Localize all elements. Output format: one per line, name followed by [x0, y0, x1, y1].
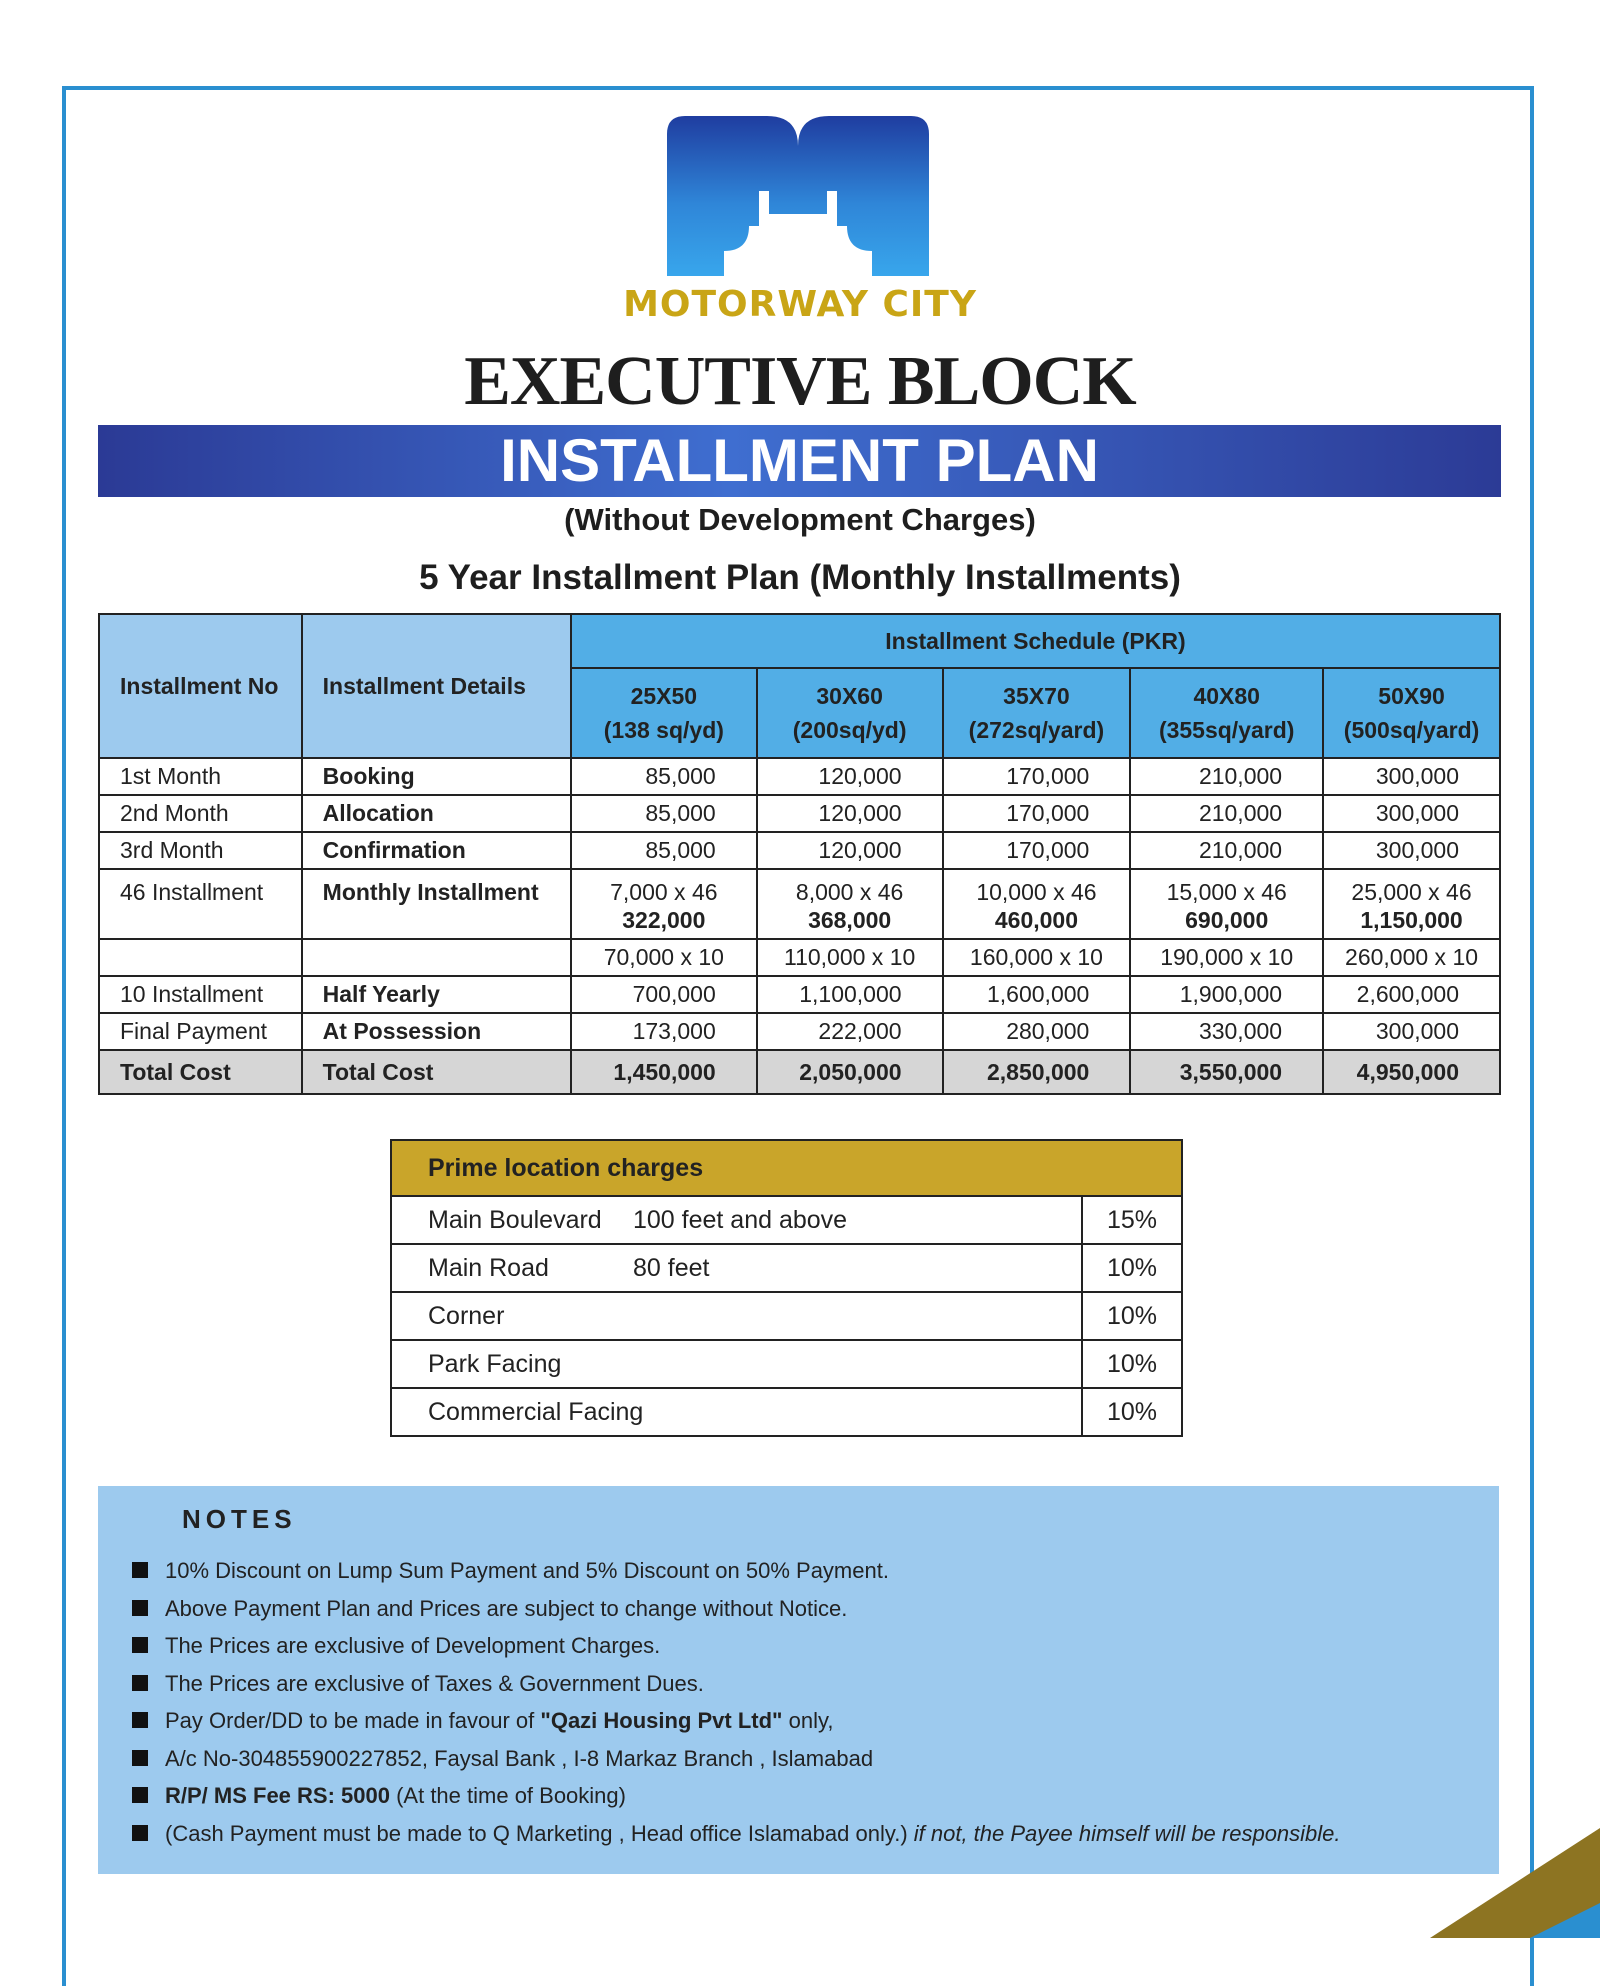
table-row [99, 976, 1500, 1013]
prime-row [391, 1340, 1182, 1388]
prime-name: Main Road [428, 1253, 549, 1282]
cell-value: 210,000 [1130, 758, 1323, 795]
prime-location-table [390, 1139, 1183, 1437]
motorway-city-logo [667, 116, 929, 276]
table-row [99, 758, 1500, 795]
table-row [99, 832, 1500, 869]
note-item: Pay Order/DD to be made in favour of "Qazi Housing Pvt Ltd" only, [132, 1702, 1341, 1740]
cell-value: 1,100,000 [757, 976, 943, 1013]
cell-value: 222,000 [757, 1013, 943, 1050]
cell-value: 85,000 [571, 795, 757, 832]
cell-installment-no: 2nd Month [99, 795, 302, 832]
cell-detail: Total Cost [302, 1050, 571, 1094]
cell-detail: Allocation [302, 795, 571, 832]
prime-name: Park Facing [428, 1349, 562, 1378]
prime-pct: 15% [1082, 1196, 1182, 1244]
bullet-square-icon [132, 1825, 148, 1841]
cell-value: 85,000 [571, 832, 757, 869]
cell-detail: Confirmation [302, 832, 571, 869]
cell-value: 2,600,000 [1323, 976, 1500, 1013]
note-item: Above Payment Plan and Prices are subject to change without Notice. [132, 1590, 1341, 1628]
subtitle-plan-duration: 5 Year Installment Plan (Monthly Installments) [419, 558, 1181, 597]
notes-title: NOTES [182, 1504, 297, 1534]
note-item: The Prices are exclusive of Development Charges. [132, 1627, 1341, 1665]
prime-detail: 80 feet [633, 1253, 710, 1282]
bullet-square-icon [132, 1637, 148, 1653]
cell-formula: 190,000 x 10 [1130, 939, 1323, 976]
header-installment-details: Installment Details [302, 614, 571, 758]
bullet-square-icon [132, 1750, 148, 1766]
bullet-square-icon [132, 1787, 148, 1803]
bullet-square-icon [132, 1600, 148, 1616]
prime-pct: 10% [1082, 1388, 1182, 1436]
cell-value: 300,000 [1323, 832, 1500, 869]
table-row [99, 1013, 1500, 1050]
cell-total: 2,050,000 [757, 1050, 943, 1094]
header-size: 35X70 (272sq/yard) [943, 668, 1131, 758]
note-item: R/P/ MS Fee RS: 5000 (At the time of Booking) [132, 1777, 1341, 1815]
header-size: 30X60 (200sq/yd) [757, 668, 943, 758]
table-row-total [99, 1050, 1500, 1094]
cell-value: 1,600,000 [943, 976, 1131, 1013]
cell-installment-no: Final Payment [99, 1013, 302, 1050]
table-row-half-yearly-formula [99, 939, 1500, 976]
cell-monthly: 25,000 x 46 1,150,000 [1323, 869, 1500, 939]
cell-formula: 160,000 x 10 [943, 939, 1131, 976]
cell-value: 330,000 [1130, 1013, 1323, 1050]
table-row [99, 795, 1500, 832]
subtitle-without-dev-charges: (Without Development Charges) [564, 502, 1036, 537]
cell-value: 210,000 [1130, 795, 1323, 832]
note-item: (Cash Payment must be made to Q Marketing , Head office Islamabad only.) if not, the Payee himself will be responsible. [132, 1815, 1341, 1853]
bullet-square-icon [132, 1675, 148, 1691]
cell-value: 170,000 [943, 832, 1131, 869]
header-size: 25X50 (138 sq/yd) [571, 668, 757, 758]
prime-pct: 10% [1082, 1292, 1182, 1340]
cell-detail: Monthly Installment [302, 869, 571, 939]
cell-value: 120,000 [757, 832, 943, 869]
prime-row [391, 1244, 1182, 1292]
cell-total: 3,550,000 [1130, 1050, 1323, 1094]
cell-detail: Booking [302, 758, 571, 795]
prime-row [391, 1292, 1182, 1340]
cell-value: 280,000 [943, 1013, 1131, 1050]
cell-value: 85,000 [571, 758, 757, 795]
cell-installment-no: 46 Installment [99, 869, 302, 939]
cell-value: 173,000 [571, 1013, 757, 1050]
cell-formula: 70,000 x 10 [571, 939, 757, 976]
plan-banner: INSTALLMENT PLAN [98, 425, 1501, 497]
cell-installment-no: 1st Month [99, 758, 302, 795]
cell-value: 210,000 [1130, 832, 1323, 869]
note-item: 10% Discount on Lump Sum Payment and 5% Discount on 50% Payment. [132, 1552, 1341, 1590]
header-schedule: Installment Schedule (PKR) [571, 614, 1500, 668]
bullet-square-icon [132, 1562, 148, 1578]
corner-decoration [1360, 1828, 1600, 1938]
prime-name: Main Boulevard [428, 1205, 602, 1234]
cell-value: 700,000 [571, 976, 757, 1013]
prime-detail: 100 feet and above [633, 1205, 848, 1234]
cell-value: 170,000 [943, 758, 1131, 795]
page-title: EXECUTIVE BLOCK [464, 343, 1136, 420]
brand-name: MOTORWAY CITY [623, 284, 977, 325]
table-row-monthly [99, 869, 1500, 939]
cell-monthly: 8,000 x 46 368,000 [757, 869, 943, 939]
cell-total: 1,450,000 [571, 1050, 757, 1094]
cell-monthly: 15,000 x 46 690,000 [1130, 869, 1323, 939]
prime-name: Corner [428, 1301, 505, 1330]
cell-value: 120,000 [757, 795, 943, 832]
header-size: 50X90 (500sq/yard) [1323, 668, 1500, 758]
cell-monthly: 10,000 x 46 460,000 [943, 869, 1131, 939]
bullet-square-icon [132, 1712, 148, 1728]
cell-installment-no: Total Cost [99, 1050, 302, 1094]
cell-value: 120,000 [757, 758, 943, 795]
header-installment-no: Installment No [99, 614, 302, 758]
cell-total: 2,850,000 [943, 1050, 1131, 1094]
cell-formula: 260,000 x 10 [1323, 939, 1500, 976]
cell-value: 300,000 [1323, 1013, 1500, 1050]
note-item: A/c No-304855900227852, Faysal Bank , I-8 Markaz Branch , Islamabad [132, 1740, 1341, 1778]
prime-row [391, 1196, 1182, 1244]
cell-total: 4,950,000 [1323, 1050, 1500, 1094]
prime-pct: 10% [1082, 1340, 1182, 1388]
note-item: The Prices are exclusive of Taxes & Government Dues. [132, 1665, 1341, 1703]
cell-value: 170,000 [943, 795, 1131, 832]
cell-formula: 110,000 x 10 [757, 939, 943, 976]
prime-title: Prime location charges [391, 1140, 1182, 1196]
cell-installment-no: 3rd Month [99, 832, 302, 869]
notes-list [132, 1552, 1341, 1852]
prime-pct: 10% [1082, 1244, 1182, 1292]
cell-value: 300,000 [1323, 795, 1500, 832]
cell-value: 1,900,000 [1130, 976, 1323, 1013]
prime-name: Commercial Facing [428, 1397, 644, 1426]
installment-table [98, 613, 1501, 1095]
cell-monthly: 7,000 x 46 322,000 [571, 869, 757, 939]
header-size: 40X80 (355sq/yard) [1130, 668, 1323, 758]
prime-row [391, 1388, 1182, 1436]
cell-detail: Half Yearly [302, 976, 571, 1013]
cell-value: 300,000 [1323, 758, 1500, 795]
cell-detail: At Possession [302, 1013, 571, 1050]
cell-installment-no: 10 Installment [99, 976, 302, 1013]
notes-panel [98, 1486, 1499, 1874]
